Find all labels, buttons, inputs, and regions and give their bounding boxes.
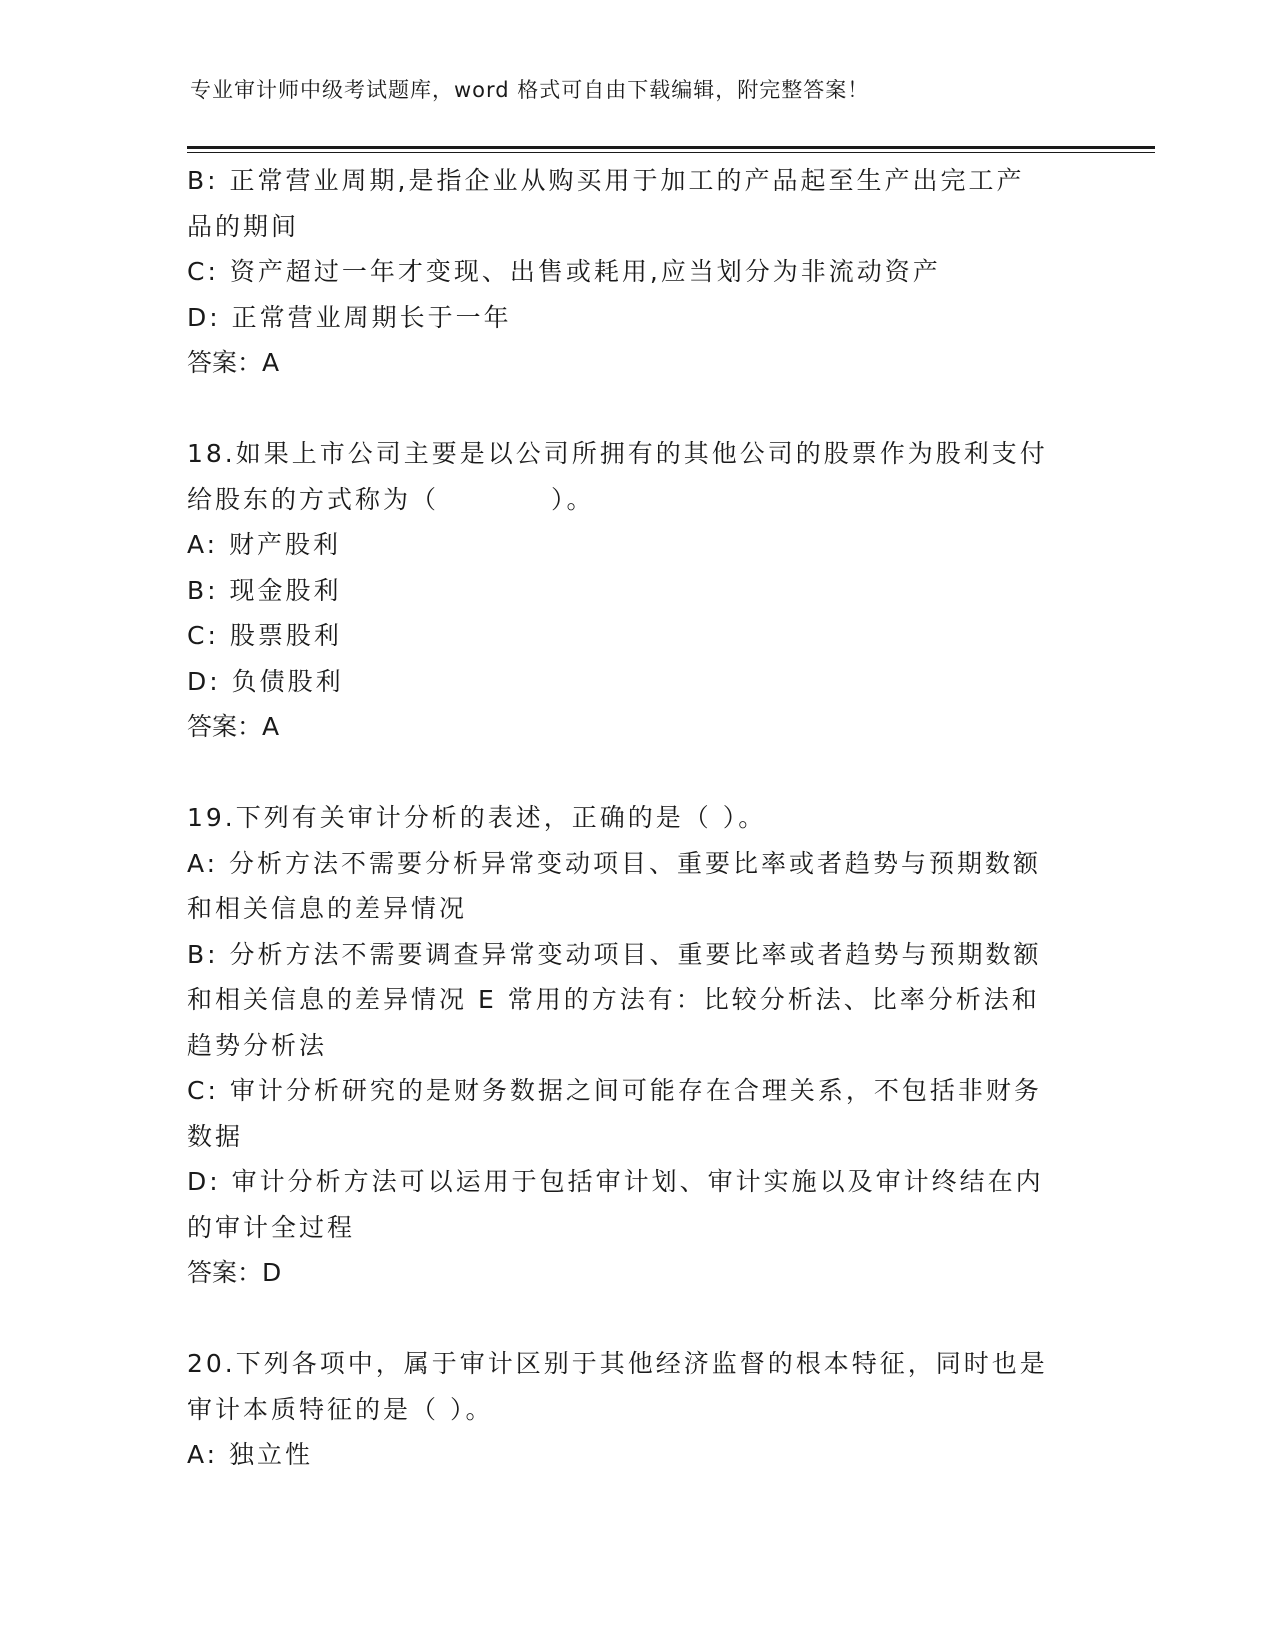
header-rule-thick: [187, 146, 1155, 149]
q19-option-d-line1: D: 审计分析方法可以运用于包括审计划、审计实施以及审计终结在内: [187, 1167, 1044, 1196]
q19-answer: 答案：D: [187, 1258, 282, 1287]
q18-stem-line2: 给股东的方式称为（ ）。: [187, 484, 595, 514]
q18-option-a: A: 财产股利: [187, 530, 342, 559]
q17-answer: 答案：A: [187, 348, 280, 377]
q17-option-c: C: 资产超过一年才变现、出售或耗用,应当划分为非流动资产: [187, 257, 941, 286]
q20-stem-line1: 20.下列各项中，属于审计区别于其他经济监督的根本特征，同时也是: [187, 1349, 1048, 1378]
q19-option-b-line3: 趋势分析法: [187, 1030, 328, 1060]
q17-option-b-line1: B: 正常营业周期,是指企业从购买用于加工的产品起至生产出完工产: [187, 166, 1025, 195]
q18-option-d: D: 负债股利: [187, 666, 344, 696]
q19-stem: 19.下列有关审计分析的表述，正确的是（ ）。: [187, 803, 767, 832]
q18-answer: 答案：A: [187, 712, 280, 741]
q19-option-d-line2: 的审计全过程: [187, 1212, 356, 1242]
question-18: [187, 431, 1087, 750]
q18-stem-line1: 18.如果上市公司主要是以公司所拥有的其他公司的股票作为股利支付: [187, 439, 1048, 468]
q19-option-b-line2: 和相关信息的差异情况 E 常用的方法有：比较分析法、比率分析法和: [187, 985, 1040, 1014]
q19-option-b-line1: B: 分析方法不需要调查异常变动项目、重要比率或者趋势与预期数额: [187, 939, 1042, 969]
q20-option-a: A: 独立性: [187, 1440, 314, 1469]
question-20: [187, 1341, 1087, 1478]
q19-option-a-line2: 和相关信息的差异情况: [187, 894, 468, 923]
question-19: [187, 795, 1087, 1296]
q18-option-c: C: 股票股利: [187, 621, 342, 650]
q19-option-a-line1: A: 分析方法不需要分析异常变动项目、重要比率或者趋势与预期数额: [187, 848, 1042, 878]
q18-option-b: B: 现金股利: [187, 575, 342, 605]
q17-option-d: D: 正常营业周期长于一年: [187, 302, 512, 332]
q19-option-c-line2: 数据: [187, 1121, 244, 1151]
document-header: 专业审计师中级考试题库，word 格式可自由下载编辑，附完整答案！: [190, 78, 870, 102]
question-17: [187, 158, 1087, 386]
q17-option-b-line2: 品的期间: [187, 211, 300, 241]
q19-option-c-line1: C: 审计分析研究的是财务数据之间可能存在合理关系，不包括非财务: [187, 1076, 1042, 1105]
q20-stem-line2: 审计本质特征的是（ ）。: [187, 1394, 494, 1424]
header-rule-thin: [187, 152, 1155, 153]
question-content: [187, 158, 1087, 1478]
